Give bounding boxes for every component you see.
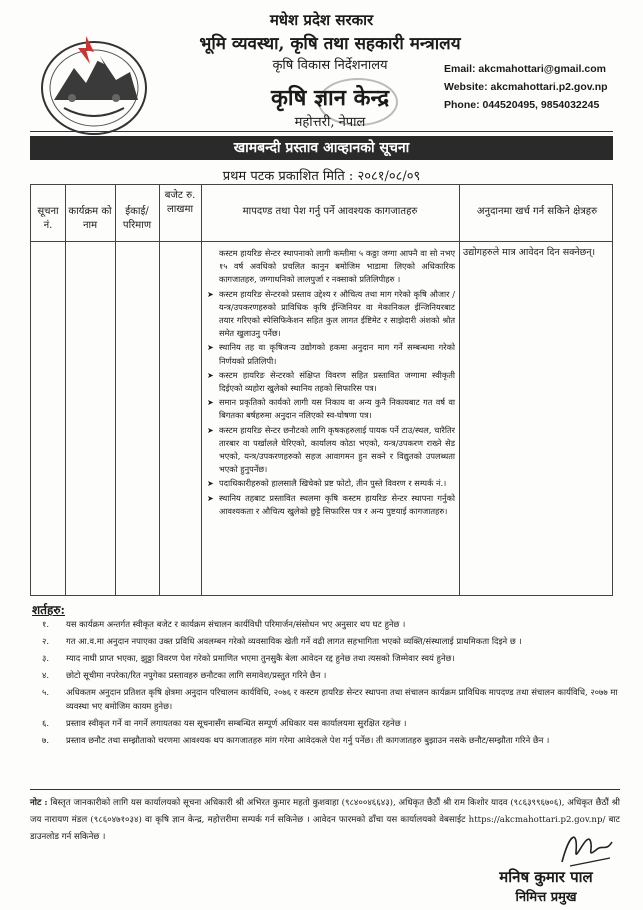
list-item: ७. प्रस्ताव छनौट तथा सम्झौताको चरणमा आवश्यक थप कागजातहरु मांग गरेमा आवेदकले पेश गर्नु पर्नेछ। ती कागजातहरु बुझाउन नसके छनौट/सम्झौता गरिने छैन । — [42, 734, 550, 745]
notice-title: खामबन्दी प्रस्ताव आव्हानको सूचना — [30, 136, 613, 160]
column-divider — [459, 185, 460, 595]
list-item: ६. प्रस्ताव स्वीकृत गर्ने वा नगर्ने लगायतका यस सूचनासँग सम्बन्धित सम्पूर्ण अधिकार यस कार्यालयमा सुरक्षित रहनेछ । — [42, 717, 407, 728]
column-divider — [201, 185, 202, 595]
conditions-title: शर्तहरु: — [32, 603, 65, 617]
table-header-divider — [31, 241, 612, 242]
contact-note — [30, 795, 620, 846]
center-location: महोत्तरी, नेपाल — [294, 115, 366, 130]
signature-icon — [556, 822, 616, 870]
header-divider — [30, 131, 613, 132]
list-item: ➤ स्थानिय तहबाट प्रस्तावित स्थलमा कृषि कस्टम हायरिङ सेन्टर स्थापना गर्नुको आवश्यकता र औचित्य खुलेको छुट्टै सिफारिस पत्र र अन्य पुष्टयाई कागजातहरु। — [207, 492, 455, 516]
arrow-bullet-icon: ➤ — [207, 493, 214, 503]
arrow-bullet-icon: ➤ — [207, 398, 214, 408]
eligible-note: उद्योगहरुले मात्र आवेदन दिन सक्नेछन्। — [463, 247, 596, 258]
directorate-name: कृषि विकास निर्देशनालय — [272, 58, 388, 73]
header-budget: बजेट रु. लाखमा — [164, 190, 196, 215]
header-criteria: मापदण्ड तथा पेश गर्नु पर्ने आवश्यक कागजातहरु — [242, 206, 418, 217]
list-item: ४. छोटो सूचीमा नपरेका/रित नपुगेका प्रस्तावहरु छनौटका लागि समावेश/प्रस्तुत गरिने छैन । — [42, 670, 327, 680]
signatory-title: निमित्त प्रमुख — [515, 890, 577, 905]
note-label: नोट : — [30, 798, 48, 808]
list-item: २. गत आ.व.मा अनुदान नपाएका उक्त प्रविधि अवलम्बन गरेको व्यवसायिक खेती गर्ने वढी लागत सहभागिता भएको व्यक्ति/संस्थालाई प्राथमिकता दिइने छ । — [42, 636, 522, 646]
column-divider — [65, 185, 66, 595]
government-emblem-icon — [34, 28, 154, 138]
signatory-name: मनिष कुमार पाल — [499, 868, 593, 886]
column-divider — [159, 185, 160, 595]
arrow-bullet-icon: ➤ — [207, 343, 214, 353]
arrow-bullet-icon: ➤ — [207, 289, 214, 299]
list-item: ➤ कस्टम हायरिङ सेन्टरको संक्षिप्त विवरण सहित प्रस्तावित जग्गामा स्वीकृती दिईएको व्यहोरा खुलेको स्थानिय तहको सिफारिस पत्र। — [207, 369, 455, 394]
list-item: ५. अधिकतम अनुदान प्रतिशत कृषि क्षेत्रमा अनुदान परिचालन कार्यविधि, २०७६ र कस्टम हायरिङ सेन्टर स्थापना तथा संचालन कार्यक्रम प्राविधिक मापदण्ड तथा संचालन कार्यविधि, २०७७ मा व्यवस्था भए बमोजिम कायम हुनेछ। — [42, 687, 618, 711]
contact-block — [444, 60, 608, 114]
column-divider — [115, 185, 116, 595]
arrow-bullet-icon: ➤ — [207, 479, 214, 489]
center-name: कृषि ज्ञान केन्द्र — [270, 85, 389, 111]
contact-website: Website: akcmahottari.p2.gov.np — [444, 81, 608, 93]
publication-date: प्रथम पटक प्रकाशित मिति : २०८१/०८/०९ — [222, 169, 421, 184]
conditions-list — [30, 618, 620, 751]
list-item: १. यस कार्यक्रम अन्तर्गत स्वीकृत बजेट र कार्यक्रम संचालन कार्यविधी परिमार्जन/संसोधन भए अनुसार थप घट हुनेछ । — [42, 619, 406, 629]
ministry-name: भूमि व्यवस्था, कृषि तथा सहकारी मन्त्रालय — [199, 34, 461, 54]
list-item: ➤ कस्टम हायरिङ सेन्टर छनौटको लागि कृषकहरुलाई पायक पर्ने टाउ/स्थल, चारैतिर तारबार वा पर्खालले घेरिएको, कार्यालय कोठा भएको, यन्त्र/उपकरण राख्ने सेड भएको, यन्त्र/उपकरणहरुको सहज आवागमन हुन सक्ने र विद्युतको उपलब्धता भएको हुनुपर्नेछ। — [207, 424, 455, 475]
list-item: ३. म्याद नाघी प्राप्त भएका, झुठ्ठा विवरण पेश गरेको प्रमाणित भएमा तुनसुकै बेला आवेदन रद्द हुनेछ तथा त्यसको जिम्मेवार स्वयं हुनेछ। — [42, 653, 455, 663]
list-item: ➤ स्थानिय तह वा कृषिजन्य उद्योगको हकमा अनुदान माग गर्ने सम्बन्धमा गरेको निर्णयको प्रतिलिपी। — [207, 342, 455, 366]
note-text: बिस्तृत जानकारीको लागि यस कार्यालयको सूचना अधिकारी श्री अभिरत कुमार महतो कुशवाहा (९८४००४६६४३), अधिकृत छैठौं श्री राम किशोर यादव (९८६३९९६७०६), अधिकृत छैठौं श्री जय नारायण मंडल (९८६०४७१०३४) वा कृषि ज्ञान केन्द्र, महोत्तरीमा सम्पर्क गर्न सकिनेछ । आवेदन फारमको ढाँचा यस कार्यालयको वेबसाईट https://akcmahottari.p2.gov.np/ बाट डाउनलोड गर्न सकिनेछ । — [30, 798, 620, 842]
list-item: ➤ समान प्रकृतिको कार्यको लागी यस निकाय वा अन्य कुनै निकायबाट गत वर्ष वा बिगतका बर्षहरुमा अनुदान नलिएको स्व-घोषणा पत्र। — [207, 397, 455, 421]
header-sn: सूचना नं. — [37, 206, 59, 231]
conditions-divider — [30, 789, 620, 790]
requirements-list — [207, 247, 455, 519]
list-item: ➤ पदाधिकारीहरुको हालसालै खिचेको प्रष्ट फोटो, तीन पुस्ते विवरण र सम्पर्क नं.। — [207, 477, 455, 490]
list-item: ➤ कस्टम हायरिङ सेन्टरको प्रस्ताव उद्देश्य र औचित्य तथा माग गरेको कृषि औजार /यन्त्र/उपकरणहरुको प्राविधिक कृषि ईन्जिनियर वा मेकानिकल ईन्जिनियरबाट तयार गरिएको स्पेसिफिकेशन सहित कुल लागत ईष्टिमेट र साझेदारी अंशको श्रोत समेत खुलाउनु पर्नेछ। — [207, 288, 455, 339]
government-name: मधेश प्रदेश सरकार — [269, 11, 374, 29]
header-program: कार्यक्रम को नाम — [68, 206, 112, 231]
contact-phone: Phone: 044520495, 9854032245 — [444, 99, 600, 111]
contact-email: Email: akcmahottari@gmail.com — [444, 63, 606, 75]
header-eligible: अनुदानमा खर्च गर्न सकिने क्षेत्रहरु — [476, 206, 598, 217]
requirements-table — [30, 184, 613, 596]
arrow-bullet-icon: ➤ — [207, 425, 214, 435]
list-item: कस्टम हायरिङ सेन्टर स्थापनाको लागी कम्तीमा ५ कठ्ठा जग्गा आफ्नै वा सो नभए १५ वर्ष अवधिको प्रचलित कानुन बमोजिम भाडामा लिएको अधिकारिक कागजातहरु, जग्गाधनिको लालपुर्जा र नक्साको प्रतिलिपीहरु । — [219, 248, 455, 285]
arrow-bullet-icon: ➤ — [207, 370, 214, 380]
header-unit: ईकाई/ परिमाण — [122, 206, 152, 231]
